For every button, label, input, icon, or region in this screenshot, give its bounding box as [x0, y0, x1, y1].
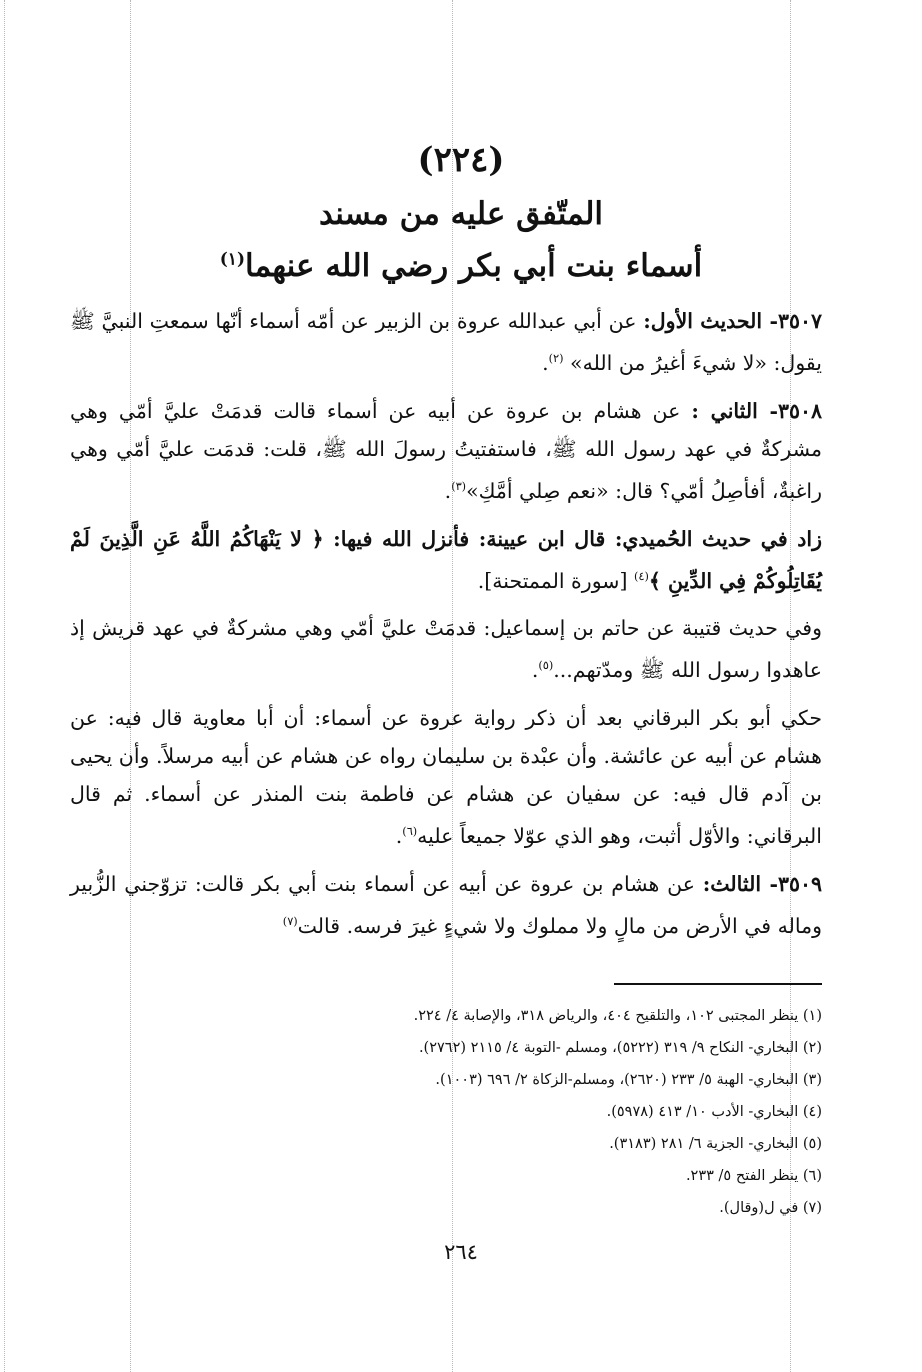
footnote-ref: (٦) [402, 825, 418, 839]
hadith-text: عن هشام بن عروة عن أبيه عن أسماء بنت أبي بكر قالت: تزوّجني الزُّبير وماله في الأرض من مالٍ ولا مملوك ولا شيءٍ غيرَ فرسه. قالت [70, 872, 822, 938]
humaidi-addition [70, 520, 822, 600]
paragraph-tail: . [531, 658, 539, 683]
hadith-lead: ٣٥٠٧- الحديث الأول: [643, 309, 822, 333]
hadith-3507 [70, 302, 822, 382]
hadith-3509 [70, 865, 822, 945]
footnote-5: (٥) البخاري- الجزية ٦/ ٢٨١ (٣١٨٣). [609, 1136, 822, 1152]
footnote-ref: (٤) [633, 569, 649, 583]
paragraph-tail: . [395, 824, 403, 849]
paragraph-tail: [سورة الممتحنة]. [477, 568, 634, 593]
footnote-2: (٢) البخاري- النكاح ٩/ ٣١٩ (٥٢٢٢)، ومسلم -التوبة ٤/ ٢١١٥ (٢٧٦٢). [418, 1040, 822, 1056]
footnote-ref: (٣) [451, 479, 467, 493]
chapter-title-text: أسماء بنت أبي بكر رضي الله عنهما [245, 248, 703, 284]
hadith-text: عن أبي عبدالله عروة بن الزبير عن أمّه أسماء أنّها سمعتِ النبيَّ ﷺ يقول: «لا شيءَ أغيرُ من الله» [70, 309, 822, 375]
footnote-7: (٧) في ل(وقال). [719, 1200, 822, 1216]
hadith-3508 [70, 392, 822, 510]
hadith-lead: ٣٥٠٩- الثالث: [702, 872, 822, 897]
paragraph-text: حكي أبو بكر البرقاني بعد أن ذكر رواية عروة عن أسماء: أن أبا معاوية قال فيه: عن هشام عن أبيه عن عائشة. وأن عبْدة بن سليمان رواه عن هشام عن أبيه مرسلاً. وأن يحيى بن آدم قال فيه: عن سفيان عن هشام عن فاطمة بنت المنذر عن أسماء. ثم قال البرقاني: والأوّل أثبت، وهو الذي عوّلا جميعاً عليه [70, 706, 822, 849]
footnote-3: (٣) البخاري- الهبة ٥/ ٢٣٣ (٢٦٢٠)، ومسلم-الزكاة ٢/ ٦٩٦ (١٠٠٣). [435, 1072, 822, 1088]
footnote-6: (٦) ينظر الفتح ٥/ ٢٣٣. [685, 1168, 822, 1184]
hadith-lead: ٣٥٠٨- الثاني : [691, 398, 822, 423]
footnote-divider [614, 983, 822, 985]
hadith-body [70, 302, 822, 945]
chapter-title-line1: المتّفق عليه من مسند [318, 196, 604, 232]
footnote-1: (١) ينظر المجتبى ١٠٢، والتلقيح ٤٠٤، والرياض ٣١٨، والإصابة ٤/ ٢٢٤. [413, 1008, 822, 1024]
chapter-number: (٢٢٤) [417, 140, 505, 180]
page-number: ٢٦٤ [444, 1240, 478, 1264]
qutaiba-narration [70, 609, 822, 689]
footnote-ref: (٧) [282, 915, 298, 929]
paragraph-tail: . [542, 350, 549, 375]
footnote-4: (٤) البخاري- الأدب ١٠/ ٤١٣ (٥٩٧٨). [606, 1104, 822, 1120]
footnote-ref: (١) [219, 249, 246, 270]
footnote-ref: (٥) [538, 659, 554, 673]
paragraph-tail: . [444, 478, 452, 503]
quran-verse-text: زاد في حديث الحُميدي: قال ابن عيينة: فأنزل الله فيها: ﴿ لا يَنْهَاكُمُ اللَّهُ عَنِ الَّذِينَ لَمْ يُقَاتِلُوكُمْ فِي الدِّينِ ﴾ [70, 526, 822, 593]
paragraph-text: وفي حديث قتيبة عن حاتم بن إسماعيل: قدمَتْ عليَّ أمّي وهي مشركةٌ في عهد قريش إذ عاهدوا رسول الله ﷺ ومدّتهم... [70, 616, 822, 683]
barqani-note [70, 699, 822, 855]
chapter-title-line2 [0, 248, 922, 284]
hadith-text: عن هشام بن عروة عن أبيه عن أسماء قالت قدمَتْ عليَّ أمّي وهي مشركةٌ في عهد رسول الله ﷺ، فاستفتيتُ رسولَ الله ﷺ، قلت: قدمَت عليَّ أمّي وهي راغبةٌ، أفأصِلُ أمّي؟ قال: «نعم صِلي أمَّكِ» [70, 398, 822, 503]
footnote-ref: (٢) [548, 352, 564, 365]
footnotes-list [140, 1000, 822, 1224]
